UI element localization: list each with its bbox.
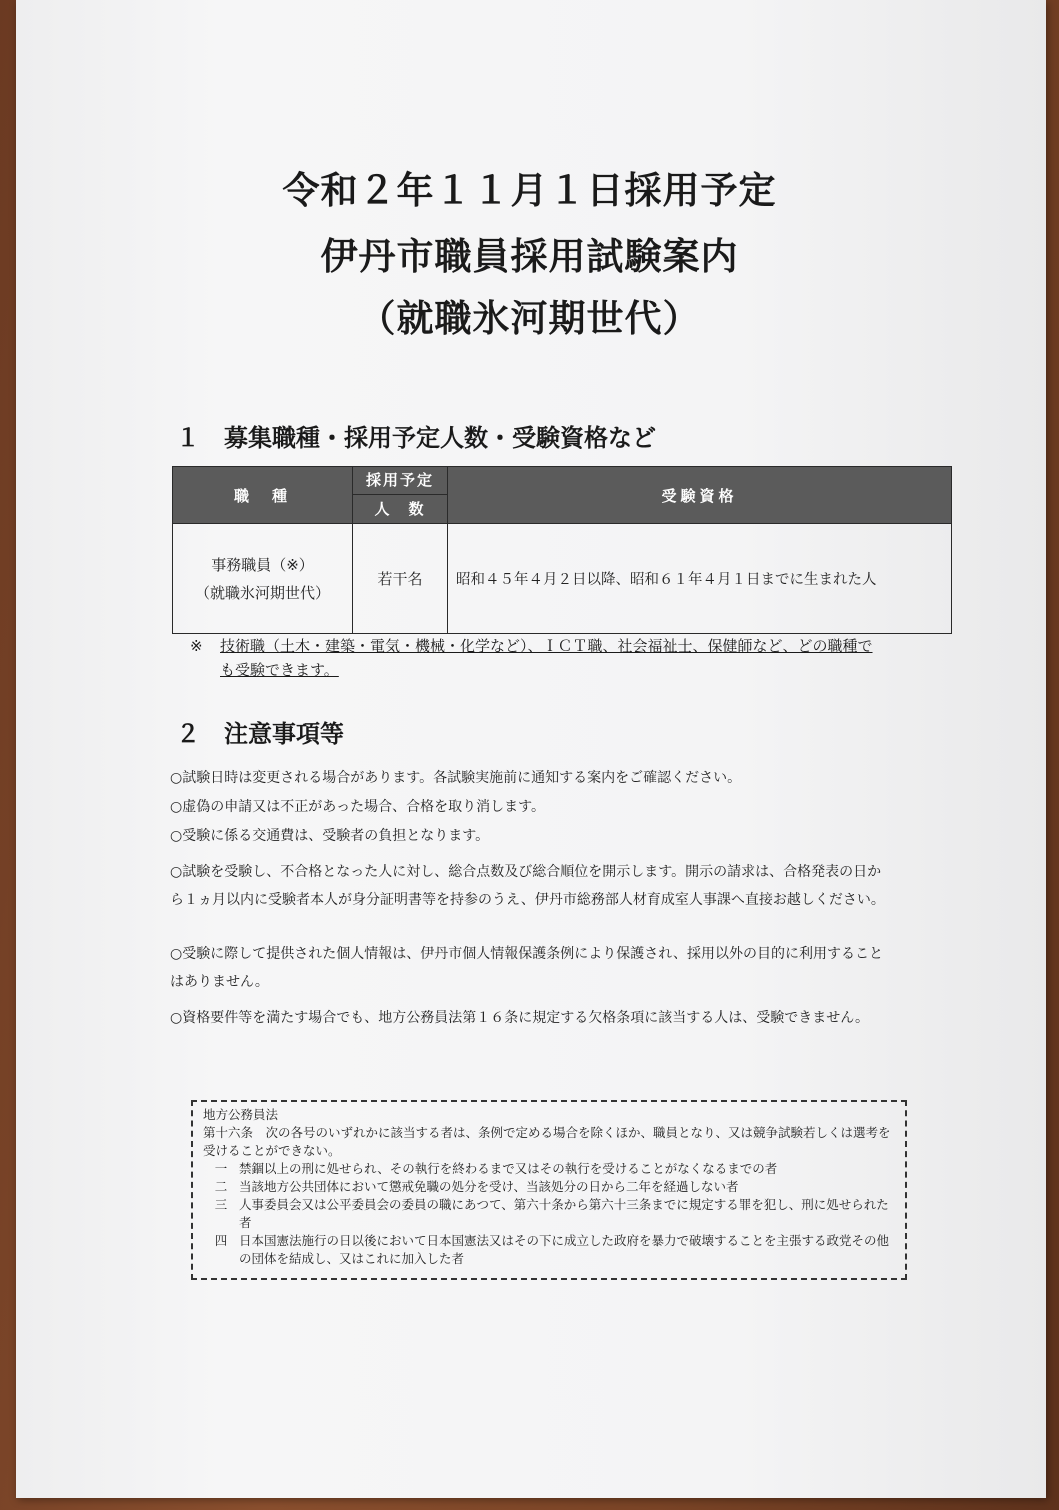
- footnote-mark: ※: [190, 637, 203, 655]
- law-clause-number: 二: [214, 1179, 228, 1194]
- header-count-line2: 人 数: [374, 500, 426, 518]
- law-clause: [203, 1196, 895, 1232]
- job-type-line2: （就職氷河期世代）: [194, 583, 330, 602]
- title-line-3: （就職氷河期世代）: [358, 297, 701, 340]
- header-qualification: 受験資格: [448, 467, 952, 524]
- law-clause-number: 四: [214, 1233, 228, 1248]
- note-item: ○試験日時は変更される場合があります。各試験実施前に通知する案内をご確認ください。: [170, 770, 742, 786]
- header-count-line1: 採用予定: [353, 467, 447, 495]
- cell-qualification: 昭和４５年４月２日以降、昭和６１年４月１日までに生まれた人: [448, 524, 952, 634]
- law-clause-text: 当該地方公共団体において懲戒免職の処分を受け、当該処分の日から二年を経過しない者: [239, 1179, 739, 1194]
- note-item: ○試験を受験し、不合格となった人に対し、総合点数及び総合順位を開示します。開示の請求は、合格発表の日から１ヵ月以内に受験者本人が身分証明書等を持参のうえ、伊丹市総務部人材育成室人事課へ直接お越しください。: [170, 864, 885, 908]
- footnote-text: 技術職（土木・建築・電気・機械・化学など）、ＩＣＴ職、社会福祉士、保健師など、どの職種でも受験できます。: [220, 637, 873, 679]
- cell-job-type: [173, 524, 353, 634]
- law-clause: [203, 1232, 895, 1268]
- law-clause-text: 日本国憲法施行の日以後において日本国憲法又はその下に成立した政府を暴力で破壊することを主張する政党その他の団体を結成し、又はこれに加入した者: [239, 1233, 890, 1266]
- header-job-type: 職 種: [173, 467, 353, 524]
- law-clause-number: 一: [214, 1161, 228, 1176]
- header-planned-count: [353, 467, 448, 524]
- law-clause: [203, 1178, 895, 1196]
- title-line-1: 令和２年１１月１日採用予定: [282, 169, 777, 212]
- job-type-line1: 事務職員（※）: [211, 555, 314, 574]
- section-1-heading: １ 募集職種・採用予定人数・受験資格など: [176, 424, 656, 452]
- title-line-2: 伊丹市職員採用試験案内: [320, 235, 739, 278]
- note-item: ○受験に際して提供された個人情報は、伊丹市個人情報保護条例により保護され、採用以外の目的に利用することはありません。: [170, 946, 884, 990]
- cell-planned-count: 若干名: [353, 524, 448, 634]
- law-title: 地方公務員法: [203, 1107, 279, 1122]
- law-clause-text: 人事委員会又は公平委員会の委員の職にあつて、第六十条から第六十三条までに規定する罪を犯し、刑に処せられた者: [239, 1197, 889, 1230]
- recruitment-table: [172, 466, 952, 634]
- law-clause-number: 三: [214, 1197, 228, 1212]
- note-item: ○虚偽の申請又は不正があった場合、合格を取り消します。: [170, 799, 545, 815]
- law-article: 第十六条 次の各号のいずれかに該当する者は、条例で定める場合を除くほか、職員となり、又は競争試験若しくは選考を受けることができない。: [203, 1125, 891, 1158]
- note-item: ○受験に係る交通費は、受験者の負担となります。: [170, 828, 490, 844]
- table-row: [173, 524, 952, 634]
- section-2-heading: ２ 注意事項等: [176, 720, 344, 748]
- law-clause: [203, 1160, 895, 1178]
- note-item: ○資格要件等を満たす場合でも、地方公務員法第１６条に規定する欠格条項に該当する人は、受験できません。: [170, 1010, 870, 1026]
- table-header-row: [173, 467, 952, 524]
- law-excerpt-box: [191, 1100, 907, 1280]
- law-clause-text: 禁錮以上の刑に処せられ、その執行を終わるまで又はその執行を受けることがなくなるまでの者: [239, 1161, 778, 1176]
